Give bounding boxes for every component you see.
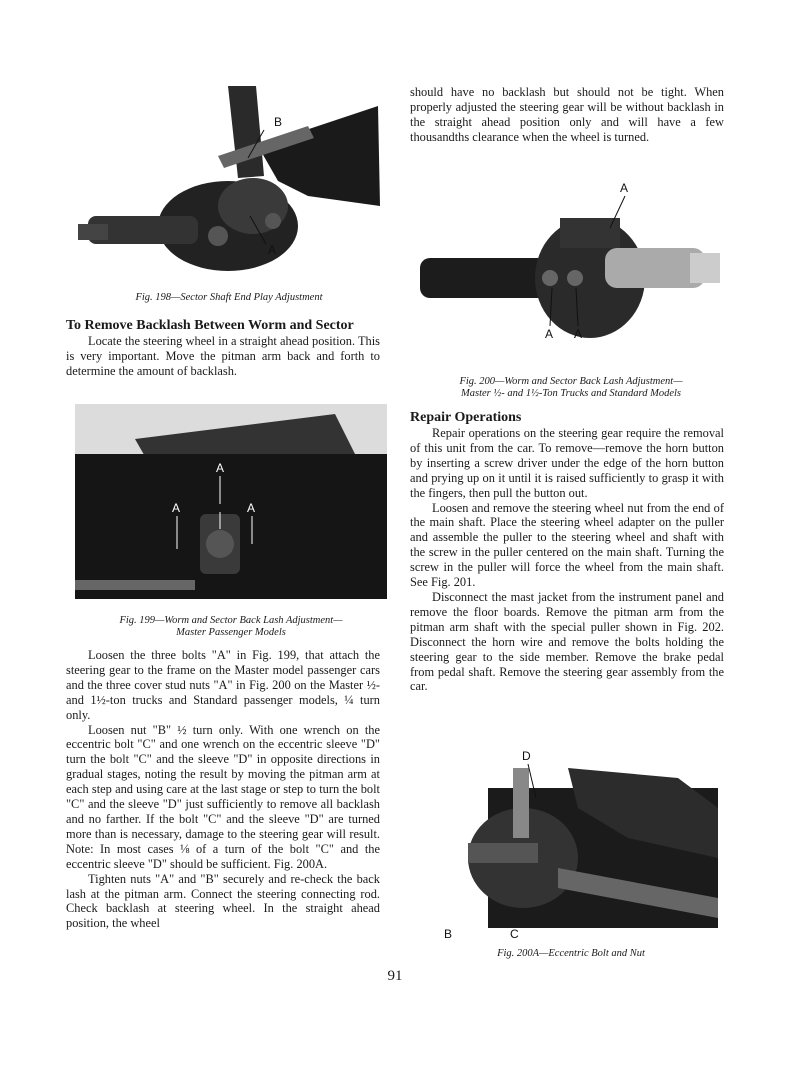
fig200-label-a-right: A	[574, 327, 583, 341]
para-no-backlash: should have no backlash but should not be tight. When properly adjusted the steering gear will be without backlash in the straight ahead position only and will have a few thousandths clearance when the wheel is turned.	[410, 85, 724, 144]
fig199-caption	[70, 615, 392, 639]
fig199-label-a-right: A	[247, 501, 256, 515]
fig199-label-a-left: A	[172, 501, 181, 515]
fig200-photo	[420, 178, 720, 354]
para-loosen-bolts: Loosen the three bolts "A" in Fig. 199, that attach the steering gear to the frame on the Master model passenger cars and the three cover stud nuts "A" in Fig. 200 on the Master ½- and 1½-ton trucks and Standard passenger models, ¼ turn only.	[66, 648, 380, 722]
fig199-caption-line2: Master Passenger Models	[176, 627, 286, 638]
fig200-label-a-top: A	[620, 181, 629, 195]
fig200-label-a-left: A	[545, 327, 554, 341]
para-backlash-text: Locate the steering wheel in a straight ahead position. This is very important. Move the pitman arm back and forth to determine the amount of backlash.	[66, 334, 380, 378]
right-top-text	[410, 85, 724, 145]
fig200-caption	[410, 376, 732, 400]
fig200a-label-b: B	[444, 927, 453, 940]
para-loosen-nut: Loosen nut "B" ½ turn only. With one wrench on the eccentric bolt "C" and one wrench on the eccentric sleeve "D" turn the bolt "C" and the sleeve "D" in opposite directions in gradual stages, noting the result by moving the pitman arm at each step and using care at the last stage or step to turn the bolt "C" and the sleeve "D" just sufficiently to remove all backlash and no farther. If the bolt "C" and the sleeve "D" are turned more than is necessary, damage to the steering gear will result. Note: In most cases ⅛ of a turn of the bolt "C" and the eccentric sleeve "D" should be sufficient. Fig. 200A.	[66, 722, 380, 871]
fig200-caption-line1: Fig. 200—Worm and Sector Back Lash Adjustment—	[459, 376, 683, 387]
fig198-caption: Fig. 198—Sector Shaft End Play Adjustment	[135, 292, 323, 303]
heading-remove-backlash: To Remove Backlash Between Worm and Sector	[66, 318, 354, 333]
fig200a-caption: Fig. 200A—Eccentric Bolt and Nut	[497, 948, 645, 959]
fig198-label-a: A	[268, 243, 277, 257]
para-repair: Repair operations on the steering gear require the removal of this unit from the car. To remove—remove the horn button by inserting a screw driver under the edge of the horn button and prying up on it until it is raised sufficiently to grasp it with the fingers, then pull the button out.	[410, 426, 724, 500]
left-body	[66, 648, 380, 931]
para-wheel-nut: Loosen and remove the steering wheel nut from the end of the main shaft. Place the steering wheel adapter on the puller and assemble the puller to the steering wheel and shaft with the screw in the puller centered on the main shaft. Turning the screw in the puller will force the wheel from the main shaft. See Fig. 201.	[410, 500, 724, 590]
heading-repair-operations: Repair Operations	[410, 410, 522, 425]
page-number: 91	[387, 968, 403, 984]
fig200-caption-line2: Master ½- and 1½-Ton Trucks and Standard Models	[460, 388, 682, 399]
fig199-photo	[75, 404, 387, 599]
fig198-label-b: B	[274, 115, 283, 129]
right-body	[410, 426, 724, 694]
fig199-label-a-top: A	[216, 461, 225, 475]
para-mast-jacket: Disconnect the mast jacket from the instrument panel and remove the floor boards. Remove the pitman arm from the pitman arm shaft with the special puller shown in Fig. 202. Disconnect the horn wire and remove the bolts holding the steering gear to the side member. Remove the brake pedal from pedal shaft. Remove the steering gear assembly from the car.	[410, 589, 724, 694]
fig198-photo	[78, 86, 380, 282]
fig200a-label-d: D	[522, 749, 531, 763]
para-tighten-nuts: Tighten nuts "A" and "B" securely and re-check the back lash at the pitman arm. Connect the steering connecting rod. Check backlash at steering wheel. In the straight ahead position, the wheel	[66, 871, 380, 931]
para-backlash	[66, 334, 380, 379]
fig199-caption-line1: Fig. 199—Worm and Sector Back Lash Adjustment—	[119, 615, 343, 626]
fig200a-photo	[428, 748, 718, 940]
fig200a-label-c: C	[510, 927, 519, 940]
